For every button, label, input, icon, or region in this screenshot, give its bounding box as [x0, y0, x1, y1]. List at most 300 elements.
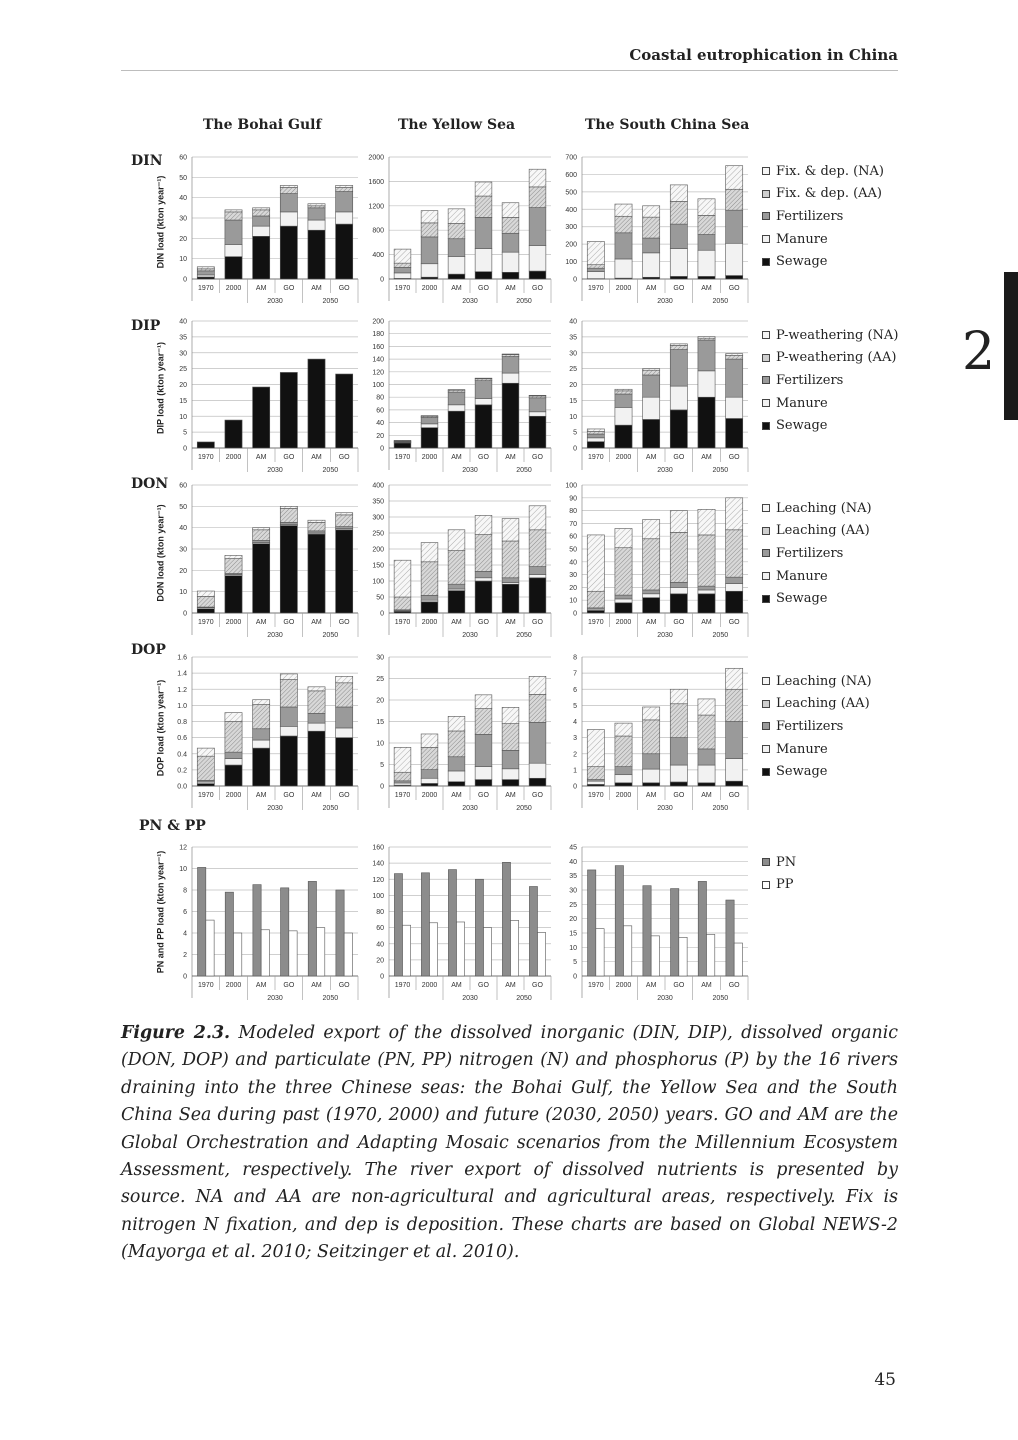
dip-the-yellow-sea-year-group-label: 2030 [462, 467, 478, 474]
legend-item [762, 874, 796, 897]
legend-item [762, 760, 872, 783]
dop-the-yellow-sea-y-tick-label: 5 [380, 762, 384, 769]
pn-pp-the-yellow-sea-x-tick-label: GO [478, 982, 489, 989]
dop-the-bohai-gulf-x-tick-label: GO [338, 792, 350, 799]
don-the-south-china-sea-bar-manure [726, 584, 743, 592]
dip-the-bohai-gulf-y-tick-label: 0 [183, 445, 187, 453]
dip-the-bohai-gulf-year-group-label: 2030 [267, 467, 283, 474]
dop-the-yellow-sea-bar-fertilizers [529, 722, 546, 763]
don-the-bohai-gulf-bar-leaching-na [308, 520, 325, 522]
legend-din [762, 160, 884, 273]
dop-the-yellow-sea-y-tick-label: 0 [380, 783, 384, 791]
pn-pp-the-yellow-sea-y-tick-label: 140 [372, 860, 384, 868]
legend-swatch [762, 354, 770, 362]
dop-the-bohai-gulf-bar-leaching-aa [280, 680, 297, 707]
legend-label: Manure [776, 741, 828, 757]
dip-the-bohai-gulf-y-tick-label: 40 [179, 318, 187, 326]
din-the-bohai-gulf-y-tick-label: 0 [183, 276, 187, 284]
legend-item [762, 183, 884, 206]
legend-swatch [762, 745, 770, 753]
dop-the-south-china-sea-y-tick-label: 2 [573, 751, 577, 759]
legend-swatch [762, 722, 770, 730]
don-the-yellow-sea-x-tick-label: 1970 [394, 619, 411, 626]
dop-the-yellow-sea-bar-manure [421, 778, 438, 783]
dop-the-bohai-gulf-x-tick-label: AM [311, 792, 322, 799]
dip-the-bohai-gulf-x-tick-label: AM [255, 454, 267, 461]
dip-the-bohai-gulf-bar-sewage [336, 374, 353, 448]
legend-label: Fertilizers [776, 718, 844, 734]
pn-pp-the-bohai-gulf-x-tick-label: GO [338, 982, 350, 989]
dop-the-south-china-sea-y-tick-label: 1 [573, 767, 577, 775]
pn-pp-the-bohai-gulf-y-tick-label: 0 [183, 973, 187, 981]
din-the-south-china-sea-x-tick-label: 1970 [588, 285, 604, 292]
don-the-yellow-sea-y-tick-label: 250 [372, 530, 384, 538]
dop-the-south-china-sea-bar-leaching-na [615, 723, 632, 736]
dop-the-yellow-sea-bar-sewage [502, 780, 519, 786]
din-the-bohai-gulf-y-tick-label: 10 [179, 256, 187, 264]
din-the-bohai-gulf-bar-manure [336, 212, 353, 224]
dip-the-south-china-sea-bar-p-weathering-na [698, 337, 715, 339]
don-the-south-china-sea-bar-sewage [587, 610, 604, 613]
dop-the-bohai-gulf-bar-sewage [225, 765, 242, 786]
dop-the-south-china-sea-bar-leaching-na [643, 707, 660, 720]
don-the-bohai-gulf-bar-leaching-aa [197, 596, 214, 607]
don-the-south-china-sea-bar-leaching-na [670, 511, 687, 533]
dop-the-bohai-gulf-bar-fertilizers [308, 713, 325, 723]
dop-the-south-china-sea-bar-sewage [643, 783, 660, 786]
dip-the-south-china-sea-bar-p-weathering-aa [587, 431, 604, 434]
dop-the-bohai-gulf-bar-manure [336, 728, 353, 738]
don-the-bohai-gulf-bar-sewage [253, 544, 270, 613]
dop-the-south-china-sea-x-tick-label: GO [673, 792, 685, 799]
pn-pp-the-south-china-sea-bar-pn [615, 866, 623, 976]
dip-the-bohai-gulf-y-tick-label: 35 [179, 334, 187, 342]
legend-label: Sewage [776, 254, 828, 270]
dop-the-bohai-gulf-bar-leaching-aa [308, 691, 325, 714]
din-the-bohai-gulf-bar-manure [225, 244, 242, 256]
din-the-yellow-sea-x-tick-label: AM [451, 285, 462, 292]
dop-the-south-china-sea-x-tick-label: AM [645, 792, 657, 799]
don-the-yellow-sea-bar-leaching-aa [475, 535, 492, 572]
don-the-bohai-gulf-bar-leaching-aa [308, 522, 325, 531]
dop-the-bohai-gulf-bar-manure [253, 740, 270, 748]
legend-swatch [762, 235, 770, 243]
dip-the-bohai-gulf-bar-sewage [197, 442, 214, 448]
legend-swatch [762, 572, 770, 580]
din-the-bohai-gulf-x-tick-label: AM [255, 285, 267, 292]
legend-item [762, 369, 898, 392]
don-the-south-china-sea-y-tick-label: 20 [569, 584, 577, 592]
din-the-bohai-gulf-bar-fertilizers [308, 208, 325, 220]
dip-the-yellow-sea-bar-manure [502, 373, 519, 383]
don-the-bohai-gulf-x-tick-label: GO [283, 619, 295, 626]
din-the-yellow-sea-bar-sewage [529, 271, 546, 279]
din-the-yellow-sea-y-tick-label: 2000 [368, 154, 384, 162]
legend-swatch [762, 258, 770, 266]
don-the-south-china-sea-year-group-label: 2030 [657, 632, 673, 639]
din-the-bohai-gulf-bar-manure [308, 220, 325, 230]
din-the-south-china-sea-bar-sewage [698, 276, 715, 279]
din-the-yellow-sea-y-tick-label: 800 [372, 227, 384, 235]
don-the-yellow-sea-x-tick-label: GO [532, 619, 543, 626]
don-the-south-china-sea-bar-manure [615, 599, 632, 603]
dop-the-south-china-sea-bar-leaching-na [587, 730, 604, 767]
pn-pp-the-bohai-gulf-bar-pp [289, 931, 297, 976]
dop-the-south-china-sea-y-tick-label: 5 [573, 702, 577, 710]
dip-the-bohai-gulf-y-tick-label: 20 [179, 382, 187, 389]
pn-pp-the-south-china-sea-bar-pn [698, 881, 706, 976]
din-the-south-china-sea-bar-fertilizers [670, 224, 687, 248]
don-the-south-china-sea-y-tick-label: 100 [565, 482, 577, 490]
dop-the-bohai-gulf-year-group-label: 2030 [267, 805, 283, 812]
legend-item [762, 205, 884, 228]
dip-the-yellow-sea-bar-manure [475, 398, 492, 404]
din-the-bohai-gulf-bar-fertilizers [280, 194, 297, 212]
legend-item [762, 542, 872, 565]
dip-the-bohai-gulf-y-tick-label: 15 [179, 397, 187, 405]
don-the-south-china-sea-y-tick-label: 0 [573, 610, 577, 618]
dop-the-yellow-sea-x-tick-label: AM [505, 792, 516, 799]
dop-the-yellow-sea-year-group-label: 2030 [462, 805, 478, 812]
din-the-south-china-sea-x-tick-label: 2000 [615, 285, 632, 292]
legend-label: Fix. & dep. (AA) [776, 186, 882, 202]
din-the-bohai-gulf-x-tick-label: 2000 [225, 285, 242, 292]
din-the-bohai-gulf-bar-manure [197, 275, 214, 277]
dop-the-south-china-sea-bar-manure [726, 759, 743, 782]
din-the-yellow-sea-bar-fix-dep-na [448, 209, 465, 224]
dop-the-yellow-sea-bar-manure [475, 767, 492, 780]
dip-the-south-china-sea-y-tick-label: 30 [569, 350, 577, 358]
pn-pp-the-south-china-sea-x-tick-label: 2000 [615, 982, 632, 989]
pn-pp-the-bohai-gulf-y-tick-label: 12 [179, 844, 187, 852]
din-the-bohai-gulf-bar-fix-dep-na [197, 267, 214, 269]
dip-the-bohai-gulf-y-tick-label: 10 [179, 413, 187, 421]
dip-the-south-china-sea-bar-fertilizers [670, 350, 687, 387]
dip-the-south-china-sea-x-tick-label: GO [673, 454, 685, 461]
pn-pp-the-south-china-sea-y-tick-label: 40 [569, 858, 577, 866]
din-the-bohai-gulf-bar-fix-dep-aa [197, 269, 214, 271]
don-the-bohai-gulf-bar-leaching-aa [253, 530, 270, 541]
dip-the-south-china-sea-y-tick-label: 25 [569, 366, 577, 374]
din-the-yellow-sea-bar-fix-dep-aa [529, 187, 546, 208]
dip-the-south-china-sea-bar-fertilizers [615, 394, 632, 407]
dop-the-bohai-gulf-bar-sewage [280, 736, 297, 786]
din-the-south-china-sea-y-tick-label: 700 [565, 154, 577, 162]
don-the-south-china-sea-bar-sewage [698, 594, 715, 613]
don-the-south-china-sea-bar-fertilizers [643, 590, 660, 594]
din-the-yellow-sea-bar-fertilizers [448, 239, 465, 257]
dop-the-south-china-sea-bar-fertilizers [698, 749, 715, 765]
pn-pp-the-yellow-sea-bar-pn [529, 887, 537, 976]
din-the-bohai-gulf-bar-fix-dep-na [308, 204, 325, 206]
dop-the-bohai-gulf-bar-fertilizers [225, 752, 242, 758]
don-the-bohai-gulf-y-tick-label: 0 [183, 610, 187, 618]
dop-the-yellow-sea-bar-sewage [421, 783, 438, 786]
dip-the-south-china-sea-y-tick-label: 0 [573, 445, 577, 453]
pn-pp-the-yellow-sea-bar-pn [502, 862, 510, 976]
don-the-yellow-sea-x-tick-label: GO [478, 619, 489, 626]
don-the-yellow-sea-bar-leaching-aa [448, 551, 465, 585]
dop-the-yellow-sea-x-tick-label: GO [478, 792, 489, 799]
din-the-south-china-sea-bar-fix-dep-aa [587, 265, 604, 268]
dip-the-south-china-sea-bar-fertilizers [587, 434, 604, 438]
don-the-bohai-gulf-x-tick-label: 2000 [225, 619, 242, 626]
pn-pp-the-south-china-sea-x-tick-label: GO [673, 982, 685, 989]
don-the-yellow-sea-bar-sewage [448, 591, 465, 613]
dop-the-bohai-gulf-bar-sewage [197, 784, 214, 786]
don-the-south-china-sea-bar-sewage [643, 598, 660, 613]
pn-pp-the-yellow-sea-year-group-label: 2030 [462, 995, 478, 1002]
dop-the-yellow-sea-bar-leaching-na [421, 734, 438, 747]
pn-pp-the-south-china-sea-x-tick-label: AM [645, 982, 657, 989]
pn-pp-the-bohai-gulf-bar-pp [344, 933, 352, 976]
din-the-bohai-gulf-y-tick-label: 50 [179, 174, 187, 182]
dop-the-bohai-gulf-bar-leaching-aa [253, 705, 270, 729]
din-the-south-china-sea-bar-fertilizers [643, 238, 660, 253]
dip-the-yellow-sea-x-tick-label: AM [505, 454, 516, 461]
pn-pp-the-bohai-gulf-bar-pn [281, 888, 289, 976]
dip-the-south-china-sea-bar-fertilizers [698, 340, 715, 371]
din-the-south-china-sea-y-tick-label: 600 [565, 171, 577, 179]
din-the-bohai-gulf-bar-fix-dep-na [253, 208, 270, 210]
din-the-south-china-sea-y-tick-label: 500 [565, 189, 577, 197]
legend-item [762, 670, 872, 693]
din-the-south-china-sea-bar-manure [698, 250, 715, 276]
din-the-yellow-sea-bar-fix-dep-na [502, 203, 519, 218]
dip-the-south-china-sea-bar-sewage [670, 410, 687, 448]
don-the-yellow-sea-bar-leaching-aa [421, 562, 438, 596]
pn-pp-the-yellow-sea-y-tick-label: 0 [380, 973, 384, 981]
legend-item [762, 324, 898, 347]
caption-text: Modeled export of the dissolved inorganic (DIN, DIP), dissolved organic (DON, DOP) and particulate (PN, PP) nitrogen (N) and phosphorus (P) by the 16 rivers draining into the three Chinese seas: the Bohai Gulf, the Yellow Sea and the South China Sea during past (1970, 2000) and future (2030, 2050) years. GO and AM are the Global Orchestration and Adapting Mosaic scenarios from the Millennium Ecosystem Assessment, respectively. The river export of dissolved nutrients is presented by source. NA and AA are non-agricultural and agricultural areas, respectively. Fix is nitrogen N fixation, and dep is deposition. These charts are based on Global NEWS-2 (Mayorga et al. 2010; Seitzinger et al. 2010). [121, 1023, 898, 1263]
dop-the-bohai-gulf-bar-manure [280, 726, 297, 736]
caption-label: Figure 2.3. [121, 1023, 231, 1043]
din-the-south-china-sea-year-group-label: 2030 [657, 298, 673, 305]
header-title: Coastal eutrophication in China [629, 46, 898, 64]
figure-caption [121, 1020, 898, 1267]
don-the-south-china-sea-x-tick-label: 2000 [615, 619, 632, 626]
dop-the-south-china-sea-bar-fertilizers [643, 754, 660, 769]
don-the-south-china-sea-x-tick-label: GO [673, 619, 685, 626]
dop-the-yellow-sea-bar-leaching-aa [448, 731, 465, 757]
dip-the-south-china-sea-year-group-label: 2030 [657, 467, 673, 474]
dip-the-south-china-sea-bar-manure [726, 397, 743, 418]
din-the-bohai-gulf-bar-fix-dep-aa [308, 206, 325, 208]
din-the-south-china-sea-bar-fix-dep-na [670, 185, 687, 202]
dop-the-yellow-sea-bar-fertilizers [421, 770, 438, 779]
legend-item [762, 250, 884, 273]
dop-the-yellow-sea-bar-manure [529, 763, 546, 778]
dip-the-yellow-sea-x-tick-label: 2000 [421, 454, 438, 461]
dip-the-yellow-sea-y-tick-label: 20 [376, 432, 384, 440]
dop-the-bohai-gulf-bar-leaching-aa [197, 756, 214, 780]
dip-the-south-china-sea-y-tick-label: 5 [573, 429, 577, 437]
don-the-yellow-sea-bar-sewage [502, 584, 519, 613]
legend-label: Leaching (AA) [776, 696, 870, 712]
don-the-bohai-gulf-year-group-label: 2050 [322, 632, 339, 639]
legend-swatch [762, 167, 770, 175]
dop-the-bohai-gulf-y-tick-label: 1.6 [177, 654, 187, 662]
din-the-bohai-gulf-x-tick-label: GO [338, 285, 350, 292]
din-the-yellow-sea-y-tick-label: 1600 [368, 178, 384, 186]
don-the-bohai-gulf-bar-leaching-na [197, 591, 214, 596]
dop-the-bohai-gulf-bar-sewage [336, 738, 353, 786]
dop-the-bohai-gulf-bar-fertilizers [253, 729, 270, 740]
legend-label: Fertilizers [776, 545, 844, 561]
don-the-bohai-gulf-bar-sewage [336, 530, 353, 613]
don-the-south-china-sea-bar-fertilizers [670, 582, 687, 587]
dop-the-bohai-gulf-y-tick-label: 0.2 [177, 767, 187, 775]
pn-pp-the-yellow-sea-y-tick-label: 100 [372, 892, 384, 900]
din-the-south-china-sea-bar-fertilizers [698, 235, 715, 251]
don-the-south-china-sea-bar-leaching-na [587, 535, 604, 591]
don-the-south-china-sea-y-tick-label: 80 [569, 508, 577, 516]
don-the-south-china-sea-y-tick-label: 50 [569, 546, 577, 554]
dip-the-yellow-sea-y-tick-label: 120 [372, 369, 384, 377]
dop-the-south-china-sea-bar-manure [670, 765, 687, 782]
pn-pp-the-south-china-sea-y-tick-label: 25 [569, 901, 577, 909]
dop-the-yellow-sea-bar-leaching-na [475, 695, 492, 709]
legend-swatch [762, 422, 770, 430]
pn-pp-the-yellow-sea-bar-pp [457, 922, 465, 976]
pn-pp-the-yellow-sea-bar-pn [475, 879, 483, 976]
dop-the-south-china-sea-bar-fertilizers [726, 722, 743, 759]
din-the-yellow-sea-bar-manure [448, 256, 465, 274]
din-the-bohai-gulf-bar-manure [253, 226, 270, 236]
pn-pp-the-yellow-sea-bar-pp [430, 923, 438, 976]
din-the-bohai-gulf-x-tick-label: GO [283, 285, 295, 292]
dop-the-south-china-sea-bar-sewage [615, 783, 632, 786]
dip-the-yellow-sea-bar-sewage [448, 411, 465, 448]
dop-the-south-china-sea-bar-sewage [726, 781, 743, 786]
row-label-dop: DOP [131, 642, 166, 658]
legend-label: P-weathering (NA) [776, 327, 899, 343]
don-the-yellow-sea-y-tick-label: 300 [372, 514, 384, 522]
dop-the-south-china-sea-bar-leaching-aa [643, 720, 660, 754]
din-the-south-china-sea-bar-fix-dep-na [615, 204, 632, 216]
don-the-bohai-gulf-bar-sewage [197, 609, 214, 613]
pn-pp-the-south-china-sea-bar-pp [707, 934, 715, 976]
pn-pp-the-bohai-gulf-bar-pn [253, 885, 261, 976]
dip-the-south-china-sea-bar-p-weathering-na [670, 344, 687, 346]
dop-the-bohai-gulf-year-group-label: 2050 [322, 805, 339, 812]
legend-item [762, 693, 872, 716]
don-the-yellow-sea-x-tick-label: 2000 [421, 619, 438, 626]
dop-the-yellow-sea-bar-sewage [529, 778, 546, 786]
din-the-south-china-sea-year-group-label: 2050 [712, 298, 729, 305]
dip-the-yellow-sea-bar-sewage [394, 443, 411, 448]
dop-the-yellow-sea-y-tick-label: 25 [376, 676, 384, 683]
legend-label: Manure [776, 395, 828, 411]
din-the-yellow-sea-bar-manure [394, 273, 411, 278]
don-the-bohai-gulf-y-tick-label: 30 [179, 546, 187, 554]
dop-the-bohai-gulf-bar-leaching-na [308, 687, 325, 691]
dip-the-bohai-gulf-x-tick-label: GO [283, 454, 295, 461]
don-the-south-china-sea-year-group-label: 2050 [712, 632, 729, 639]
dip-the-yellow-sea-y-tick-label: 140 [372, 356, 384, 364]
dop-the-bohai-gulf-x-tick-label: 1970 [198, 792, 214, 799]
dip-the-yellow-sea-year-group-label: 2050 [516, 467, 532, 474]
dop-the-south-china-sea-bar-manure [615, 775, 632, 783]
pn-pp-the-yellow-sea-y-tick-label: 80 [376, 909, 384, 916]
din-the-bohai-gulf-y-tick-label: 60 [179, 154, 187, 162]
dop-the-south-china-sea-x-tick-label: 1970 [588, 792, 604, 799]
dop-the-bohai-gulf-y-tick-label: 0.6 [177, 735, 187, 743]
din-the-bohai-gulf-y-tick-label: 20 [179, 235, 187, 243]
din-the-south-china-sea-bar-sewage [726, 276, 743, 279]
pn-pp-the-south-china-sea-y-tick-label: 15 [569, 930, 577, 938]
din-the-yellow-sea-year-group-label: 2030 [462, 298, 478, 305]
dip-the-bohai-gulf-x-tick-label: GO [338, 454, 350, 461]
don-the-yellow-sea-y-tick-label: 150 [372, 562, 384, 570]
dop-the-bohai-gulf-bar-leaching-na [336, 676, 353, 682]
dop-the-south-china-sea-bar-leaching-aa [587, 767, 604, 780]
legend-swatch [762, 700, 770, 708]
dip-the-south-china-sea-y-tick-label: 10 [569, 413, 577, 421]
don-the-bohai-gulf-x-tick-label: AM [255, 619, 267, 626]
pn-pp-the-south-china-sea-bar-pp [596, 929, 604, 976]
legend-label: Leaching (NA) [776, 673, 872, 689]
don-the-south-china-sea-bar-leaching-aa [587, 591, 604, 608]
dip-the-south-china-sea-bar-p-weathering-na [643, 369, 660, 371]
din-the-bohai-gulf-bar-fix-dep-aa [336, 188, 353, 192]
dop-the-south-china-sea-year-group-label: 2050 [712, 805, 729, 812]
din-the-south-china-sea-y-tick-label: 0 [573, 276, 577, 284]
din-the-bohai-gulf-bar-sewage [280, 226, 297, 279]
pn-pp-the-yellow-sea-bar-pp [403, 925, 411, 976]
don-the-south-china-sea-y-tick-label: 70 [569, 520, 577, 528]
pn-pp-the-south-china-sea-y-tick-label: 10 [569, 944, 577, 952]
pn-pp-the-yellow-sea-x-tick-label: 1970 [394, 982, 411, 989]
pn-pp-the-south-china-sea-bar-pn [671, 889, 679, 976]
dop-the-yellow-sea-bar-leaching-aa [502, 724, 519, 751]
dip-the-south-china-sea-bar-p-weathering-na [615, 389, 632, 391]
dop-the-south-china-sea-x-tick-label: GO [728, 792, 740, 799]
dip-the-south-china-sea-bar-sewage [587, 442, 604, 448]
dip-the-bohai-gulf-bar-sewage [308, 359, 325, 448]
din-the-bohai-gulf-bar-manure [280, 212, 297, 226]
dip-the-yellow-sea-x-tick-label: 1970 [394, 454, 411, 461]
dip-the-bohai-gulf-bar-sewage [253, 387, 270, 448]
din-the-south-china-sea-bar-fix-dep-na [698, 199, 715, 216]
din-the-yellow-sea-bar-fertilizers [502, 233, 519, 252]
don-the-bohai-gulf-bar-leaching-na [225, 555, 242, 558]
pn-pp-the-yellow-sea-bar-pn [394, 874, 402, 976]
pn-pp-the-south-china-sea-bar-pp [734, 943, 742, 976]
don-the-yellow-sea-bar-fertilizers [502, 578, 519, 583]
pn-pp-the-yellow-sea-y-tick-label: 40 [376, 941, 384, 949]
din-the-yellow-sea-bar-fertilizers [529, 208, 546, 246]
dop-the-south-china-sea-bar-leaching-na [726, 668, 743, 689]
pn-pp-the-south-china-sea-y-tick-label: 20 [569, 916, 577, 924]
don-the-yellow-sea-bar-leaching-na [394, 560, 411, 597]
din-the-yellow-sea-x-tick-label: GO [478, 285, 489, 292]
dop-the-yellow-sea-x-tick-label: 2000 [421, 792, 438, 799]
don-the-bohai-gulf-bar-sewage [225, 576, 242, 613]
din-the-bohai-gulf-bar-sewage [308, 230, 325, 279]
dop-the-south-china-sea-x-tick-label: AM [701, 792, 712, 799]
din-the-south-china-sea-bar-manure [587, 272, 604, 279]
don-the-south-china-sea-x-tick-label: AM [701, 619, 712, 626]
pn-pp-the-bohai-gulf-y-tick-label: 10 [179, 866, 187, 873]
din-the-south-china-sea-bar-fix-dep-aa [615, 216, 632, 233]
din-the-bohai-gulf-bar-fertilizers [225, 220, 242, 244]
din-the-yellow-sea-x-tick-label: 2000 [421, 285, 438, 292]
din-the-south-china-sea-bar-fix-dep-na [587, 242, 604, 265]
don-the-yellow-sea-bar-leaching-na [448, 530, 465, 551]
pn-pp-the-south-china-sea-bar-pn [643, 886, 651, 976]
legend-label: Sewage [776, 418, 828, 434]
